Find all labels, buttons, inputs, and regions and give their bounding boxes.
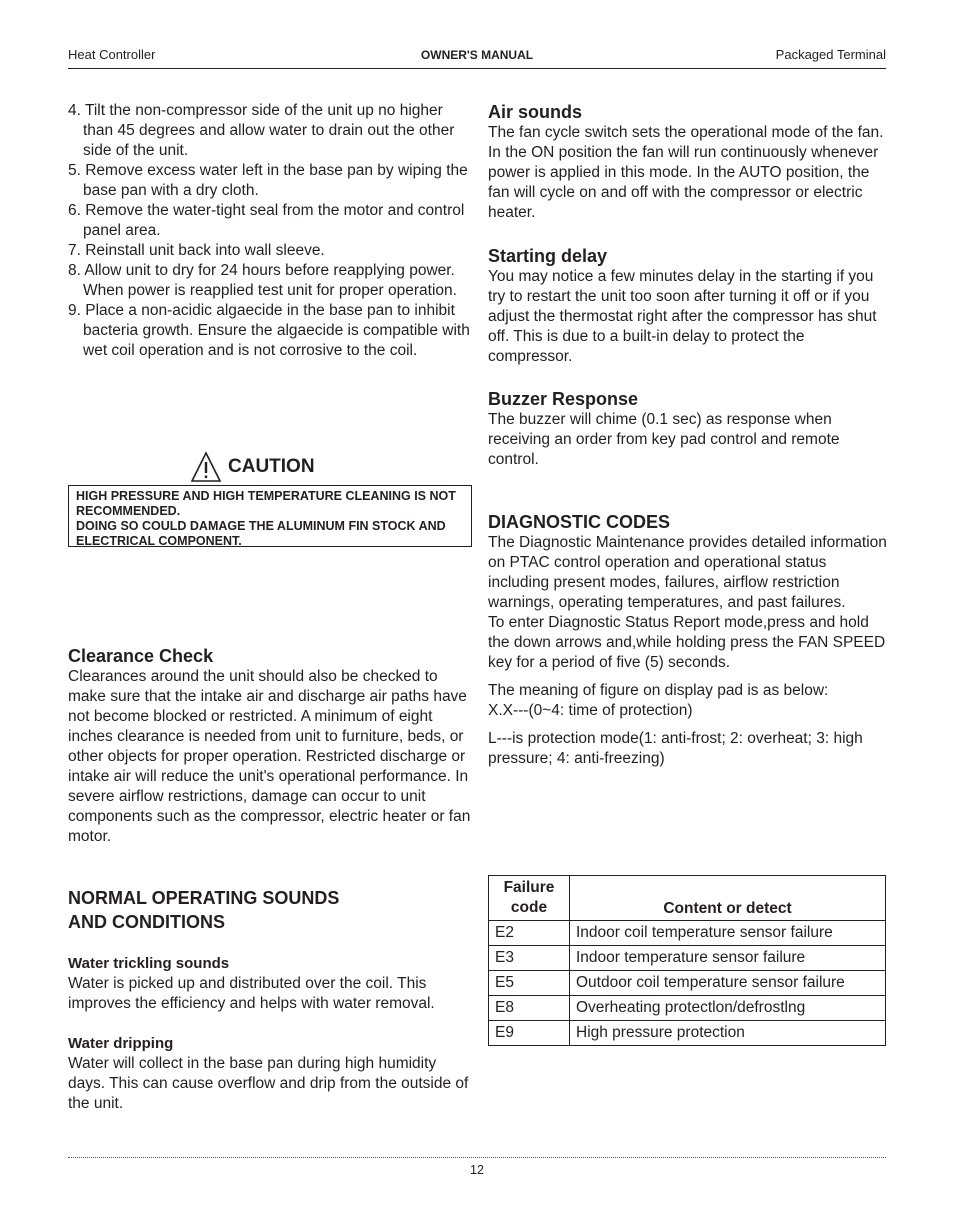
delay-body: You may notice a few minutes delay in the starting if you try to restart the unit too soon after turning it off or if you adjust the thermostat right after the compressor has shut off. This is due to a built-in delay to protect the compressor. bbox=[488, 268, 877, 365]
clearance-section bbox=[68, 645, 473, 847]
code-cell: E5 bbox=[489, 971, 570, 996]
trickling-body: Water is picked up and distributed over the coil. This improves the efficiency and helps with water removal. bbox=[68, 975, 435, 1012]
step-item: 7. Reinstall unit back into wall sleeve. bbox=[68, 242, 325, 259]
diag-p3-line-2: X.X---(0~4: time of protection) bbox=[488, 702, 693, 719]
content-cell: Overheating protectlon/defrostlng bbox=[570, 996, 886, 1021]
cleaning-steps bbox=[68, 101, 473, 361]
caution-line-1: HIGH PRESSURE AND HIGH TEMPERATURE CLEANING IS NOT RECOMMENDED. bbox=[76, 489, 456, 518]
diag-p1: The Diagnostic Maintenance provides detailed information on PTAC control operation and operational status including present modes, failures, airflow restriction warnings, operating temperatures, and past failures. bbox=[488, 534, 887, 611]
step-item: 5. Remove excess water left in the base pan by wiping the base pan with a dry cloth. bbox=[68, 162, 468, 199]
table-row bbox=[489, 1021, 886, 1046]
normal-sounds-section bbox=[68, 886, 473, 1114]
step-item: 6. Remove the water-tight seal from the motor and control panel area. bbox=[68, 202, 465, 239]
buzzer-body: The buzzer will chime (0.1 sec) as response when receiving an order from key pad control and remote control. bbox=[488, 411, 840, 468]
header-left: Heat Controller bbox=[68, 47, 156, 62]
table-row bbox=[489, 921, 886, 946]
normal-title-line-1: NORMAL OPERATING SOUNDS bbox=[68, 888, 340, 908]
code-cell: E8 bbox=[489, 996, 570, 1021]
content-cell: Indoor temperature sensor failure bbox=[570, 946, 886, 971]
step-item: 8. Allow unit to dry for 24 hours before reapplying power. When power is reapplied test unit for proper operation. bbox=[68, 262, 457, 299]
dripping-title: Water dripping bbox=[68, 1035, 174, 1052]
air-body: The fan cycle switch sets the operational mode of the fan. In the ON position the fan will run continuously whenever power is applied in this mode. In the AUTO position, the fan will cycle on and off with the compressor or electric heater. bbox=[488, 124, 884, 221]
diag-p3-line-1: The meaning of figure on display pad is as below: bbox=[488, 682, 829, 699]
buzzer-section bbox=[488, 388, 888, 470]
table-row bbox=[489, 996, 886, 1021]
air-title: Air sounds bbox=[488, 102, 583, 122]
table-row bbox=[489, 971, 886, 996]
normal-title-line-2: AND CONDITIONS bbox=[68, 912, 225, 932]
code-cell: E3 bbox=[489, 946, 570, 971]
content-cell: Indoor coil temperature sensor failure bbox=[570, 921, 886, 946]
diag-p4: L---is protection mode(1: anti-frost; 2: overheat; 3: high pressure; 4: anti-freezing) bbox=[488, 730, 863, 767]
code-cell: E9 bbox=[489, 1021, 570, 1046]
col-failure-code-line-1: Failure bbox=[503, 879, 555, 896]
failure-code-table bbox=[488, 875, 886, 1046]
table-header-row bbox=[489, 876, 886, 921]
header-rule bbox=[68, 68, 886, 69]
content-cell: Outdoor coil temperature sensor failure bbox=[570, 971, 886, 996]
col-content: Content or detect bbox=[570, 876, 886, 921]
diagnostic-section bbox=[488, 511, 888, 769]
warning-icon bbox=[190, 451, 222, 483]
clearance-title: Clearance Check bbox=[68, 646, 214, 666]
air-sounds-section bbox=[488, 101, 888, 223]
content-cell: High pressure protection bbox=[570, 1021, 886, 1046]
page-number: 12 bbox=[470, 1163, 484, 1177]
dripping-body: Water will collect in the base pan during high humidity days. This can cause overflow and drip from the outside of the unit. bbox=[68, 1055, 469, 1112]
header-title: OWNER'S MANUAL bbox=[420, 48, 534, 62]
header-right: Packaged Terminal bbox=[775, 47, 886, 62]
col-failure-code-line-2: code bbox=[510, 899, 548, 916]
col-failure-code bbox=[489, 876, 570, 921]
step-item: 9. Place a non-acidic algaecide in the base pan to inhibit bacteria growth. Ensure the algaecide is compatible with wet coil operation and is not corrosive to the coil. bbox=[68, 302, 470, 359]
buzzer-title: Buzzer Response bbox=[488, 389, 639, 409]
table-row bbox=[489, 946, 886, 971]
trickling-title: Water trickling sounds bbox=[68, 955, 230, 972]
caution-line-2: DOING SO COULD DAMAGE THE ALUMINUM FIN STOCK AND ELECTRICAL COMPONENT. bbox=[76, 519, 446, 548]
delay-title: Starting delay bbox=[488, 246, 608, 266]
caution-title: CAUTION bbox=[228, 456, 315, 477]
starting-delay-section bbox=[488, 245, 888, 367]
code-cell: E2 bbox=[489, 921, 570, 946]
caution-box bbox=[68, 485, 472, 547]
caution-heading bbox=[190, 450, 315, 484]
footer-dotted-rule bbox=[68, 1157, 886, 1158]
diag-p2: To enter Diagnostic Status Report mode,press and hold the down arrows and,while holding press the FAN SPEED key for a period of five (5) seconds. bbox=[488, 614, 886, 671]
step-item: 4. Tilt the non-compressor side of the unit up no higher than 45 degrees and allow water to drain out the other side of the unit. bbox=[68, 102, 455, 159]
clearance-body: Clearances around the unit should also be checked to make sure that the intake air and discharge air paths have not become blocked or restricted. A minimum of eight inches clearance is needed from unit to furniture, beds, or other objects for proper operation. Restricted discharge or intake air will reduce the unit's operational performance. In severe airflow restrictions, damage can occur to unit components such as the compressor, electric heater or fan motor. bbox=[68, 668, 471, 845]
diag-title: DIAGNOSTIC CODES bbox=[488, 512, 671, 532]
